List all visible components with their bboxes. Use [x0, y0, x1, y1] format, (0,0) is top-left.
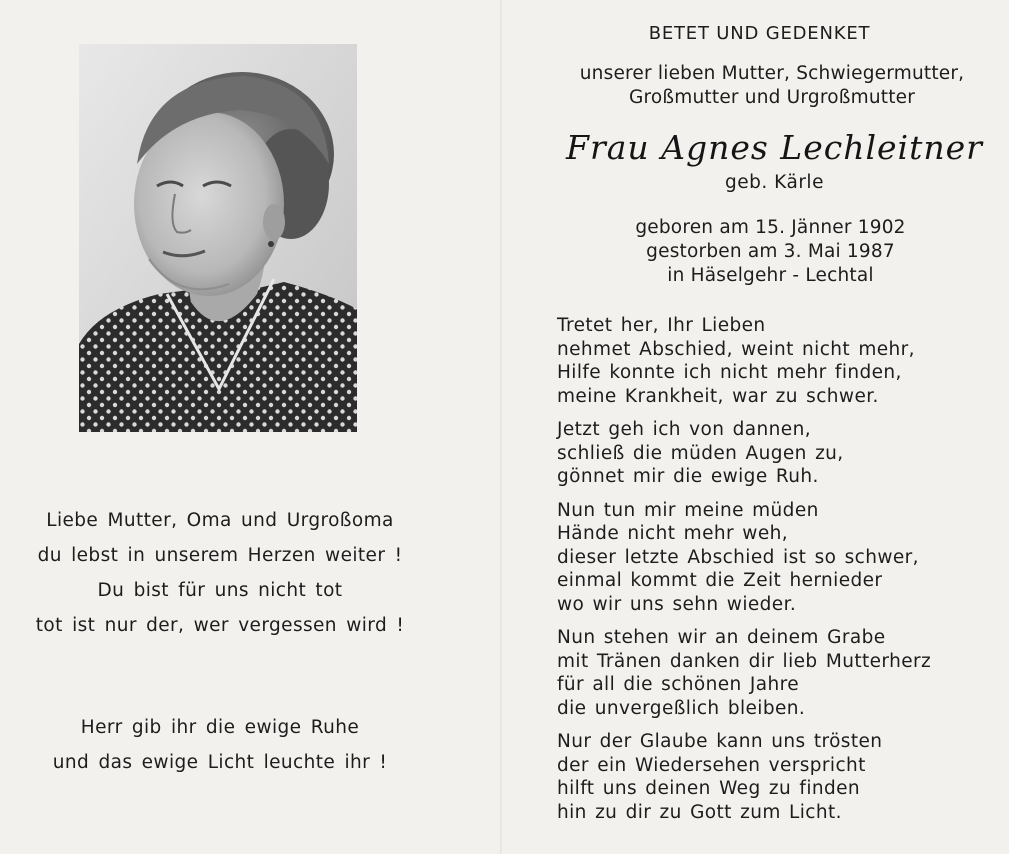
poem-line: mit Tränen danken dir lieb Mutterherz [557, 650, 932, 672]
verse-line: tot ist nur der, wer vergessen wird ! [35, 615, 405, 636]
prayer-verse [0, 710, 440, 780]
right-page [502, 0, 1009, 854]
prayer-line: und das ewige Licht leuchte ihr ! [52, 752, 388, 773]
death-date: gestorben am 3. Mai 1987 [646, 241, 895, 262]
poem-line: hin zu dir zu Gott zum Licht. [557, 801, 842, 823]
poem-line: hilft uns deinen Weg zu finden [557, 778, 861, 799]
poem-stanza [557, 499, 1007, 617]
deceased-name: Frau Agnes Lechleitner [566, 128, 983, 167]
dedication-verse [0, 503, 440, 643]
poem-line: einmal kommt die Zeit hernieder [557, 570, 883, 591]
prayer-line: Herr gib ihr die ewige Ruhe [80, 717, 360, 738]
poem [557, 314, 1007, 824]
intro-text [502, 62, 1009, 110]
poem-line: Jetzt geh ich von dannen, [557, 419, 811, 440]
place: in Häselgehr - Lechtal [667, 265, 874, 286]
poem-line: Tretet her, Ihr Lieben [557, 315, 766, 336]
verse-line: Du bist für uns nicht tot [97, 580, 343, 601]
verse-line: du lebst in unserem Herzen weiter ! [37, 545, 403, 566]
poem-line: meine Krankheit, war zu schwer. [557, 385, 879, 407]
poem-line: Nur der Glaube kann uns trösten [557, 731, 883, 752]
maiden-name: geb. Kärle [725, 172, 824, 193]
life-dates [502, 216, 1009, 288]
poem-line: der ein Wiedersehen verspricht [557, 754, 866, 776]
poem-line: die unvergeßlich bleiben. [557, 697, 806, 719]
poem-stanza [557, 314, 1007, 408]
left-page [0, 0, 500, 854]
verse-line: Liebe Mutter, Oma und Urgroßoma [46, 510, 394, 531]
intro-line: unserer lieben Mutter, Schwiegermutter, [579, 63, 965, 84]
birth-date: geboren am 15. Jänner 1902 [635, 217, 906, 238]
portrait-photo [79, 44, 357, 432]
poem-line: Nun stehen wir an deinem Grabe [557, 627, 886, 648]
intro-line: Großmutter und Urgroßmutter [628, 87, 916, 108]
poem-line: gönnet mir die ewige Ruh. [557, 466, 819, 487]
heading: BETET UND GEDENKET [648, 23, 871, 44]
poem-line: nehmet Abschied, weint nicht mehr, [557, 338, 915, 360]
poem-stanza [557, 730, 1007, 824]
poem-line: schließ die müden Augen zu, [557, 442, 844, 464]
poem-line: Hilfe konnte ich nicht mehr finden, [557, 362, 902, 383]
poem-line: dieser letzte Abschied ist so schwer, [557, 546, 919, 568]
poem-line: Hände nicht mehr weh, [557, 523, 789, 544]
poem-line: für all die schönen Jahre [557, 674, 800, 695]
poem-stanza [557, 626, 1007, 720]
poem-line: wo wir uns sehn wieder. [557, 593, 797, 615]
poem-stanza [557, 418, 1007, 489]
poem-line: Nun tun mir meine müden [557, 499, 819, 521]
